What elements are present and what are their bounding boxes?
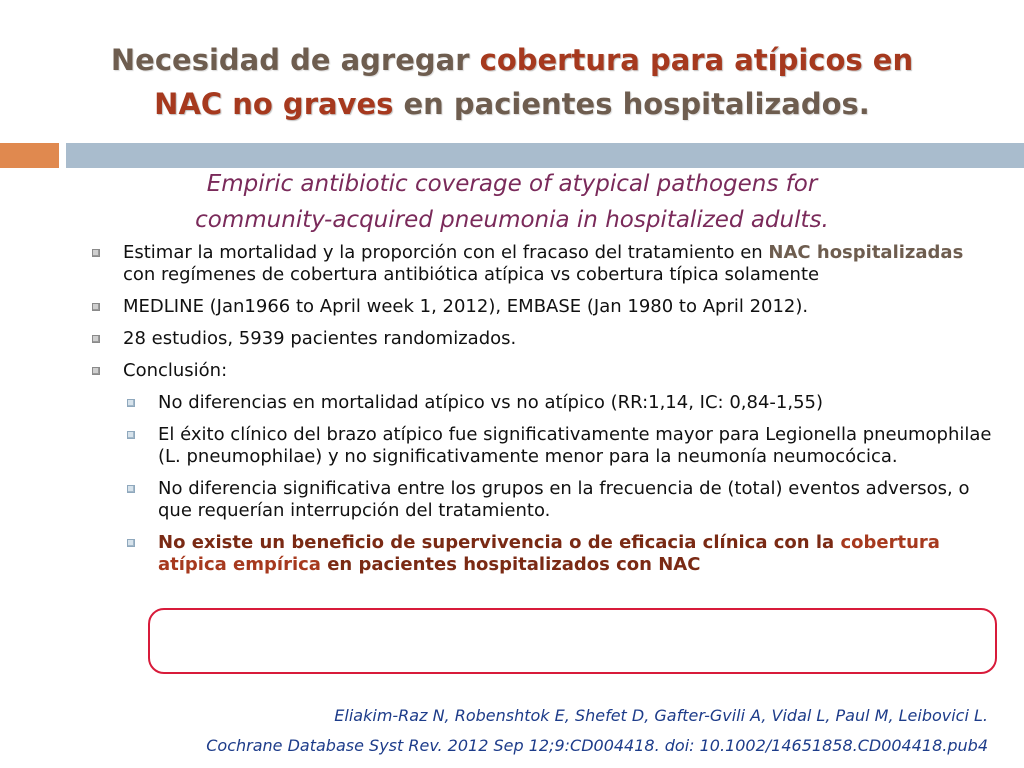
title-line-1 [0,38,1024,82]
sub-bullet-adverse-events [125,478,1000,522]
bullet-conclusion [90,360,1000,382]
square-bullet-icon [92,303,100,311]
bullet-studies [90,328,1000,350]
citation [28,701,988,761]
bullet-objective [90,242,1000,286]
citation-source: Cochrane Database Syst Rev. 2012 Sep 12;9:CD004418. doi: 10.1002/14651858.CD004418.pub4 [206,736,988,755]
square-bullet-icon [92,249,100,257]
square-bullet-icon [92,335,100,343]
key-conclusion-text: No existe un beneficio de supervivencia o de eficacia clínica con la [158,532,841,553]
sub-bullet-key-conclusion [125,532,1000,576]
bullet-bold-text: NAC hospitalizadas [768,242,964,263]
title-part-4: en pacientes hospitalizados. [393,87,870,121]
title-highlight-2: NAC no graves [154,87,394,121]
key-conclusion-highlight: cobertura atípica empírica [158,532,940,575]
bullet-text: 28 estudios, 5939 pacientes randomizados. [123,328,517,349]
square-bullet-icon [92,367,100,375]
title-line-2 [0,82,1024,126]
bullet-text: MEDLINE (Jan1966 to April week 1, 2012), EMBASE (Jan 1980 to April 2012). [123,296,809,317]
accent-bar-blue [66,143,1024,168]
title-highlight-1: cobertura para atípicos en [479,43,914,77]
key-conclusion-text: en pacientes hospitalizados con NAC [320,554,701,575]
study-title [100,166,924,238]
sub-bullet-text: El éxito clínico del brazo atípico fue significativamente mayor para Legionella pneumophilae (L. pneumophilae) y no significativamente menor para la neumonía neumocócica. [158,424,992,467]
citation-authors: Eliakim-Raz N, Robenshtok E, Shefet D, Gafter-Gvili A, Vidal L, Paul M, Leibovici L. [334,706,988,725]
bullet-databases [90,296,1000,318]
study-title-line-1: Empiric antibiotic coverage of atypical pathogens for [206,171,818,197]
study-title-line-2: community-acquired pneumonia in hospitalized adults. [195,207,829,233]
bullet-list [90,242,1000,586]
bullet-text: con regímenes de cobertura antibiótica atípica vs cobertura típica solamente [123,264,820,285]
slide-title [0,38,1024,126]
conclusion-highlight-box [148,608,997,674]
sub-bullet-mortality [125,392,1000,414]
square-bullet-icon [127,399,135,407]
bullet-text: Estimar la mortalidad y la proporción con el fracaso del tratamiento en [123,242,769,263]
sub-bullet-text: No diferencias en mortalidad atípico vs no atípico (RR:1,14, IC: 0,84-1,55) [158,392,823,413]
square-bullet-icon [127,431,135,439]
accent-bar-orange [0,143,59,168]
title-part-1: Necesidad de agregar [110,43,480,77]
sub-bullet-text: No diferencia significativa entre los grupos en la frecuencia de (total) eventos adversos, o que requerían interrupción del tratamiento. [158,478,970,521]
bullet-text: Conclusión: [123,360,228,381]
square-bullet-icon [127,485,135,493]
sub-bullet-clinical-success [125,424,1000,468]
square-bullet-icon [127,539,135,547]
